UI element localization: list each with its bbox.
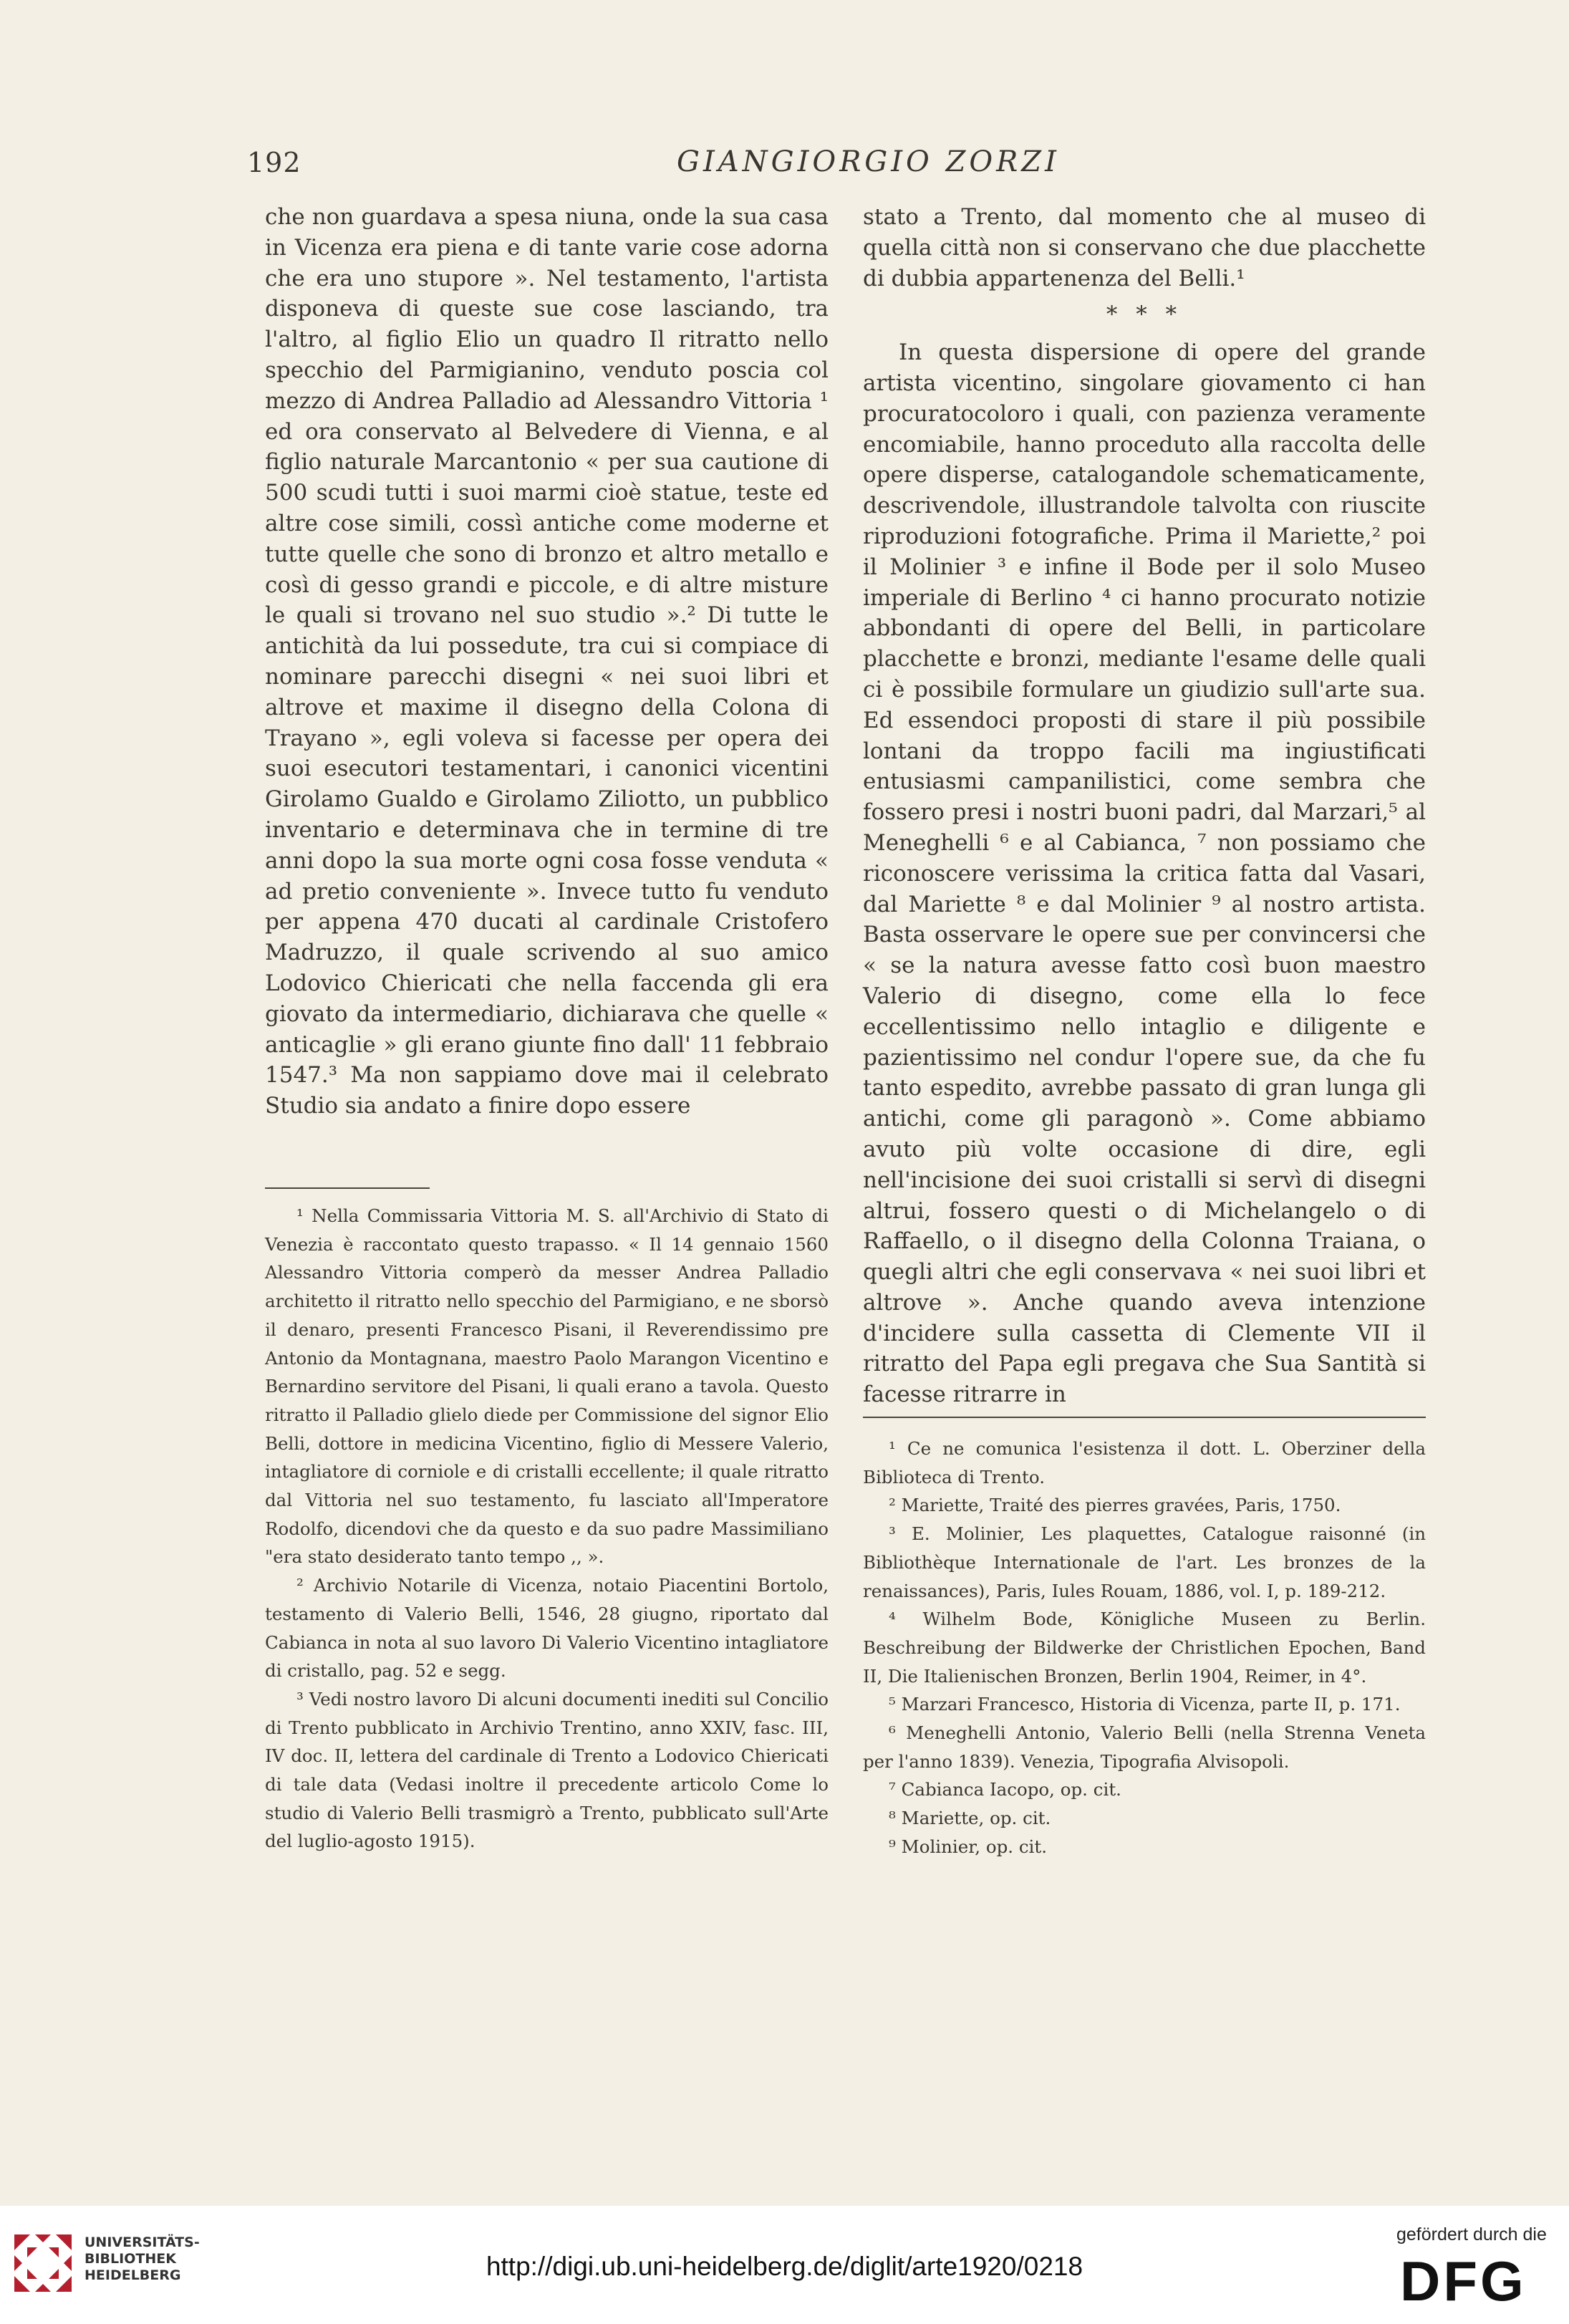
footnote-left-3: ³ Vedi nostro lavoro Di alcuni documenti inediti sul Concilio di Trento pubblicato in Archivio Trentino, anno XXIV, fasc. III, IV doc. II, lettera del cardinale di Trento a Lodovico Chiericati di tale data (Vedasi inoltre il precedente articolo Come lo studio di Valerio Belli trasmigrò a Trento, pubblicato sull'Arte del luglio-agosto 1915). xyxy=(265,1688,829,1852)
footnote-left-2: ² Archivio Notarile di Vicenza, notaio Piacentini Bortolo, testamento di Valerio Belli, 1546, 28 giugno, riportato dal Cabianca in nota al suo lavoro Di Valerio Vicentino intagliatore di cristallo, pag. 52 e segg. xyxy=(265,1575,829,1682)
left-text-column xyxy=(265,202,829,1122)
footnote-right-7: ⁷ Cabianca Iacopo, op. cit. xyxy=(889,1779,1121,1800)
footnote-right-4: ⁴ Wilhelm Bode, Königliche Museen zu Berlin. Beschreibung der Bildwerke der Christlichen Epochen, Band II, Die Italienischen Bronzen, Berlin 1904, Reimer, in 4°. xyxy=(863,1609,1426,1687)
footnote-right-9: ⁹ Molinier, op. cit. xyxy=(889,1836,1048,1857)
footnote-right-8: ⁸ Mariette, op. cit. xyxy=(889,1808,1051,1829)
footnote-left-1: ¹ Nella Commissaria Vittoria M. S. all'Archivio di Stato di Venezia è raccontato questo trapasso. « Il 14 gennaio 1560 Alessandro Vittoria comperò da messer Andrea Palladio architetto il ritratto nello specchio del Parmigiano, e ne sborsò il denaro, presenti Francesco Pisani, il Reverendissimo pre Antonio da Montagnana, maestro Paolo Marangon Vicentino e Bernardino servitore del Pisani, li quali erano a tavola. Questo ritratto il Palladio glielo diede per Commissione del signor Elio Belli, dottore in medicina Vicentino, figlio di Messere Valerio, intagliatore di corniole e di cristalli eccellente; il quale ritratto dal Vittoria nel suo testamento, fu lasciato all'Imperatore Rodolfo, dicendovi che da questo e da suo padre Massimiliano "era stato desiderato tanto tempo ,, ». xyxy=(265,1205,829,1568)
right-text-column xyxy=(863,202,1426,1410)
page-number: 192 xyxy=(247,147,301,178)
footnote-right-1: ¹ Ce ne comunica l'esistenza il dott. L. Oberziner della Biblioteca di Trento. xyxy=(863,1438,1426,1488)
right-footnotes xyxy=(863,1435,1426,1861)
right-body-paragraph-2: In questa dispersione di opere del grande artista vicentino, singolare giovamento ci han procuratocoloro i quali, con pazienza veramente encomiabile, hanno proceduto alla raccolta delle opere disperse, catalogandole schematicamente, descrivendole, illustrandole talvolta con riuscite riproduzioni fotografiche. Prima il Mariette,² poi il Molinier ³ e infine il Bode per il solo Museo imperiale di Berlino ⁴ ci hanno procurato notizie abbondanti di opere del Belli, in particolare placchette e bronzi, mediante l'esame delle quali ci è possibile formulare un giudizio sull'arte sua. Ed essendoci proposti di stare il più possibile lontani da troppo facili ma ingiustificati entusiasmi campanilistici, come sembra che fossero presi i nostri buoni padri, dal Marzari,⁵ al Meneghelli ⁶ e al Cabianca, ⁷ non possiamo che riconoscere verissima la critica fatta dal Vasari, dal Mariette ⁸ e dal Molinier ⁹ al nostro artista. Basta osservare le opere sue per convincersi che « se la natura avesse fatto così buon maestro Valerio di disegno, come ella lo fece eccellentissimo nello intaglio e diligente e pazientissimo nel condur l'opere sue, da che fu tanto espedito, avrebbe passato di gran lunga gli antichi, come gli paragonò ». Come abbiamo avuto più volte occasione di dire, egli nell'incisione dei suoi cristalli si servì di disegni altrui, fossero questi o di Michelangelo o di Raffaello, o il disegno della Colonna Traiana, o quegli altri che egli conservava « nei suoi libri et altrove ». Anche quando aveva intenzione d'incidere sulla cassetta di Clemente VII il ritratto del Papa egli pregava che Sua Santità si facesse ritrarre in xyxy=(863,339,1426,1408)
left-footnote-rule xyxy=(265,1187,430,1189)
permalink-url[interactable]: http://digi.ub.uni-heidelberg.de/diglit/arte1920/0218 xyxy=(486,2252,1083,2281)
footnote-right-2: ² Mariette, Traité des pierres gravées, Paris, 1750. xyxy=(889,1495,1341,1516)
footnote-right-5: ⁵ Marzari Francesco, Historia di Vicenza, parte II, p. 171. xyxy=(889,1694,1401,1715)
dfg-logo: DFG xyxy=(1400,2250,1527,2313)
left-footnotes xyxy=(265,1202,829,1856)
running-title: GIANGIORGIO ZORZI xyxy=(677,145,1060,178)
viewer-footer-bar xyxy=(0,2206,1569,2324)
footnote-right-6: ⁶ Meneghelli Antonio, Valerio Belli (nella Strenna Veneta per l'anno 1839). Venezia, Tipografia Alvisopoli. xyxy=(863,1722,1426,1772)
section-break-stars: * * * xyxy=(1106,302,1183,328)
library-name: UNIVERSITÄTS- BIBLIOTHEK HEIDELBERG xyxy=(85,2234,200,2283)
footnote-right-3: ³ E. Molinier, Les plaquettes, Catalogue raisonné (in Bibliothèque Internationale de l'art. Les bronzes de la renaissances), Paris, Iules Rouam, 1886, vol. I, p. 189-212. xyxy=(863,1523,1426,1601)
left-body-paragraph: che non guardava a spesa niuna, onde la sua casa in Vicenza era piena e di tante varie cose adorna che era uno stupore ». Nel testamento, l'artista disponeva di queste sue cose lasciando, tra l'altro, al figlio Elio un quadro Il ritratto nello specchio del Parmigianino, venduto poscia col mezzo di Andrea Palladio ad Alessandro Vittoria ¹ ed ora conservato al Belvedere di Vienna, e al figlio naturale Marcantonio « per sua cautione di 500 scudi tutti i suoi marmi cioè statue, teste ed altre cose simili, cossì antiche come moderne et tutte quelle che sono di bronzo et altro metallo e così di gesso grandi e piccole, e di altre misture le quali si trovano nel suo studio ».² Di tutte le antichità da lui possedute, tra cui si compiace di nominare parecchi disegni « nei suoi libri et altrove et maxime il disegno della Colona di Trayano », egli voleva si facesse per opera dei suoi esecutori testamentari, i canonici vicentini Girolamo Gualdo e Girolamo Ziliotto, un pubblico inventario e determinava che in termine di tre anni dopo la sua morte ogni cosa fosse venduta « ad pretio conveniente ». Invece tutto fu venduto per appena 470 ducati al cardinale Cristofero Madruzzo, il quale scrivendo al suo amico Lodovico Chiericati che nella faccenda gli era giovato da intermediario, dichiarava che quelle « anticaglie » gli erano giunte fino dall' 11 febbraio 1547.³ Ma non sappiamo dove mai il celebrato Studio sia andato a finire dopo essere xyxy=(265,204,829,1119)
right-footnote-rule xyxy=(863,1417,1426,1418)
funding-label: gefördert durch die xyxy=(1396,2224,1547,2245)
right-body-paragraph-1: stato a Trento, dal momento che al museo di quella città non si conservano che due placchette di dubbia appartenenza del Belli.¹ xyxy=(863,204,1426,291)
